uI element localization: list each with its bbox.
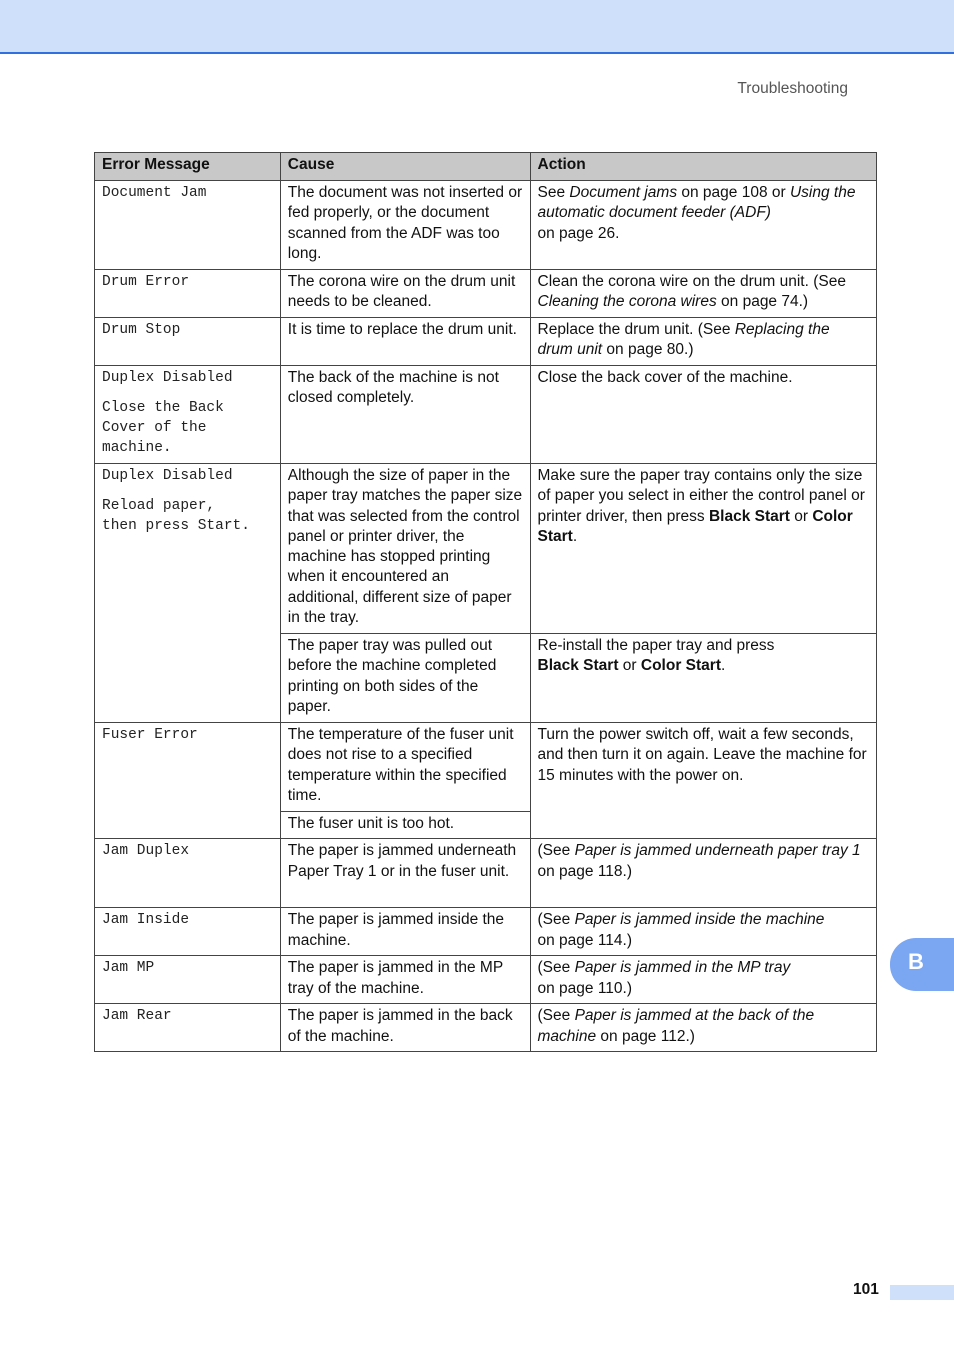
action-text: or (618, 657, 641, 675)
action-cell (530, 464, 877, 634)
error-message-cell (95, 956, 281, 1004)
table-row (95, 1004, 877, 1052)
cause-cell: The corona wire on the drum unit needs to be cleaned. (280, 270, 530, 318)
cross-reference-text: Using the automatic document feeder (ADF) (537, 184, 856, 222)
action-cell (530, 318, 877, 366)
error-message-cell (95, 366, 281, 464)
action-text: (See (537, 911, 575, 929)
error-message-line: Reload paper, (102, 498, 216, 514)
cause-cell: The paper tray was pulled out before the machine completed printing on both sides of the paper. (280, 634, 530, 723)
page-number-bar (890, 1285, 954, 1300)
error-message-line: Duplex Disabled (102, 370, 233, 386)
action-text: Turn the power switch off, wait a few seconds, and then turn it on again. Leave the machine for 15 minutes with the power on. (537, 726, 867, 784)
cross-reference-text: Document jams (569, 184, 678, 201)
action-text: on page 26. (537, 224, 620, 242)
table-row (95, 181, 877, 270)
error-message-line: Jam Inside (102, 912, 190, 929)
action-cell (530, 181, 877, 270)
button-name-text: Black Start (537, 657, 619, 675)
action-cell (530, 839, 877, 908)
column-header-error-message: Error Message (95, 153, 281, 181)
action-cell (530, 634, 877, 723)
cross-reference-text: Cleaning the corona wires (537, 293, 717, 311)
error-message-line: Jam Duplex (102, 843, 190, 860)
action-text: Make sure the paper tray contains only the size of paper you select in either the control panel or printer driver, then press (537, 467, 865, 525)
error-message-line: Document Jam (102, 185, 207, 201)
table-row (95, 366, 877, 464)
action-text: on page 114.) (537, 931, 633, 949)
action-text: (See (537, 1007, 575, 1025)
cause-cell: The document was not inserted or fed properly, or the document scanned from the ADF was too long. (280, 181, 530, 270)
action-text: Re-install the paper tray and press (537, 637, 775, 654)
error-table (94, 152, 877, 1052)
action-cell (530, 908, 877, 956)
table-header-row (95, 153, 877, 181)
table-row (95, 464, 877, 634)
cause-cell: The temperature of the fuser unit does not rise to a specified temperature within the specified time. (280, 723, 530, 812)
error-message-cell (95, 318, 281, 366)
cross-reference-text: Replacing the drum unit (537, 321, 830, 359)
error-message-line: Duplex Disabled (102, 468, 233, 484)
cause-cell: The paper is jammed inside the machine. (280, 908, 530, 956)
cause-cell: The fuser unit is too hot. (280, 812, 530, 839)
cause-cell: The back of the machine is not closed completely. (280, 366, 530, 464)
action-cell (530, 1004, 877, 1052)
action-text: on page 112.) (596, 1027, 695, 1045)
table-row (95, 270, 877, 318)
action-text: Replace the drum unit. (See (537, 321, 735, 338)
cross-reference-text: Paper is jammed inside the machine (574, 911, 825, 929)
appendix-tab (890, 938, 954, 991)
action-text: Close the back cover of the machine. (537, 369, 793, 386)
error-message-line: machine. (102, 440, 172, 456)
section-title: Troubleshooting (737, 80, 848, 97)
cross-reference-text: Paper is jammed in the MP tray (574, 959, 791, 977)
button-name-text: Color Start (537, 507, 853, 545)
action-cell (530, 956, 877, 1004)
appendix-tab-label: B (908, 949, 924, 974)
error-message-line: Jam MP (102, 960, 155, 977)
error-message-cell (95, 839, 281, 908)
error-message-cell (95, 464, 281, 723)
error-message-line: Cover of the (102, 420, 207, 436)
error-message-line: Drum Stop (102, 322, 181, 338)
table-row (95, 839, 877, 908)
cross-reference-text: Paper is jammed at the back of the machine (537, 1007, 815, 1045)
error-message-cell (95, 908, 281, 956)
button-name-text: Color Start (640, 657, 721, 675)
action-text: (See (537, 959, 575, 977)
page-number: 101 (853, 1281, 879, 1298)
error-message-line: then press Start. (102, 518, 250, 534)
action-cell (530, 270, 877, 318)
cause-cell: The paper is jammed in the MP tray of the machine. (280, 956, 530, 1004)
action-text: on page 74.) (716, 293, 809, 311)
action-text: on page 80.) (602, 341, 694, 359)
error-message-cell (95, 270, 281, 318)
action-text: . (572, 527, 578, 545)
column-header-action: Action (530, 153, 877, 181)
table-row (95, 723, 877, 812)
cause-cell: The paper is jammed underneath Paper Tray 1 or in the fuser unit. (280, 839, 530, 908)
table-row (95, 956, 877, 1004)
error-message-line: Close the Back (102, 400, 224, 416)
cause-cell: The paper is jammed in the back of the machine. (280, 1004, 530, 1052)
table-row (95, 318, 877, 366)
cause-cell: It is time to replace the drum unit. (280, 318, 530, 366)
action-text: or (789, 507, 813, 525)
cross-reference-text: Paper is jammed underneath paper tray 1 (574, 842, 861, 860)
action-text: See (537, 184, 570, 201)
error-message-line: Drum Error (102, 274, 190, 290)
cause-cell: Although the size of paper in the paper tray matches the paper size that was selected from the control panel or printer driver, the machine has stopped printing when it encountered an additional, different size of paper in the tray. (280, 464, 530, 634)
action-text: (See (537, 842, 575, 860)
table-row (95, 908, 877, 956)
error-message-line: Jam Rear (102, 1008, 172, 1025)
action-cell (530, 723, 877, 839)
error-message-cell (95, 723, 281, 839)
action-text: on page 118.) (537, 862, 633, 880)
action-text: on page 110.) (537, 979, 633, 997)
error-message-cell (95, 1004, 281, 1052)
action-text: . (720, 657, 726, 675)
button-name-text: Black Start (708, 507, 790, 525)
column-header-cause: Cause (280, 153, 530, 181)
action-cell (530, 366, 877, 464)
action-text: Clean the corona wire on the drum unit. (See (537, 273, 846, 290)
header-band (0, 0, 954, 54)
action-text: on page 108 or (677, 184, 790, 201)
error-message-line: Fuser Error (102, 727, 198, 743)
error-message-cell (95, 181, 281, 270)
